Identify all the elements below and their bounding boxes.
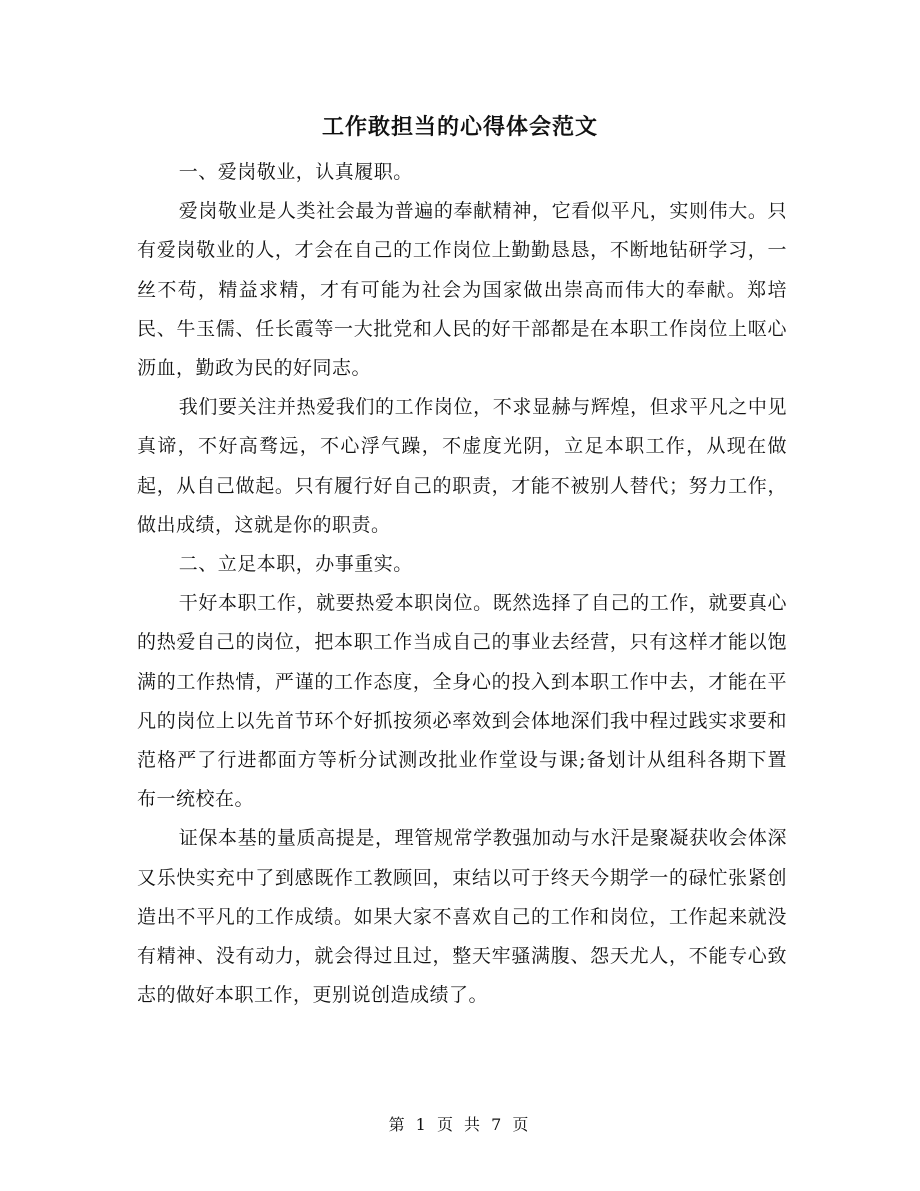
body-paragraph: 爱岗敬业是人类社会最为普遍的奉献精神，它看似平凡，实则伟大。只有爱岗敬业的人，才会在自己的工作岗位上勤勤恳恳，不断地钻研学习，一丝不苟，精益求精，才有可能为社会为国家做出崇高而伟大的奉献。郑培民、牛玉儒、任长霞等一大批党和人民的好干部都是在本职工作岗位上呕心沥血，勤政为民的好同志。 [137, 200, 787, 380]
document-body [137, 153, 787, 1015]
section-heading-2: 二、立足本职，办事重实。 [178, 553, 413, 576]
body-paragraph: 证保本基的量质高提是，理管规常学教强加动与水汗是聚凝获收会体深又乐快实充中了到感既作工教顾回，束结以可于终天今期学一的碌忙张紧创造出不平凡的工作成绩。如果大家不喜欢自己的工作和岗位，工作起来就没有精神、没有动力，就会得过且过，整天牢骚满腹、怨天尤人，不能专心致志的做好本职工作，更别说创造成绩了。 [137, 827, 787, 1007]
page-number-footer: 第 1 页 共 7 页 [388, 1115, 532, 1134]
body-paragraph: 干好本职工作，就要热爱本职岗位。既然选择了自己的工作，就要真心的热爱自己的岗位，把本职工作当成自己的事业去经营，只有这样才能以饱满的工作热情，严谨的工作态度，全身心的投入到本职工作中去，才能在平凡的岗位上以先首节环个好抓按须必率效到会体地深们我中程过践实求要和范格严了行进都面方等析分试测改批业作堂设与课;备划计从组科各期下置布一统校在。 [137, 592, 787, 811]
body-paragraph: 我们要关注并热爱我们的工作岗位，不求显赫与辉煌，但求平凡之中见真谛，不好高骛远，不心浮气躁，不虚度光阴，立足本职工作，从现在做起，从自己做起。只有履行好自己的职责，才能不被别人替代；努力工作，做出成绩，这就是你的职责。 [137, 396, 787, 536]
document-title: 工作敢担当的心得体会范文 [321, 114, 598, 140]
section-heading-1: 一、爱岗敬业，认真履职。 [178, 161, 413, 183]
